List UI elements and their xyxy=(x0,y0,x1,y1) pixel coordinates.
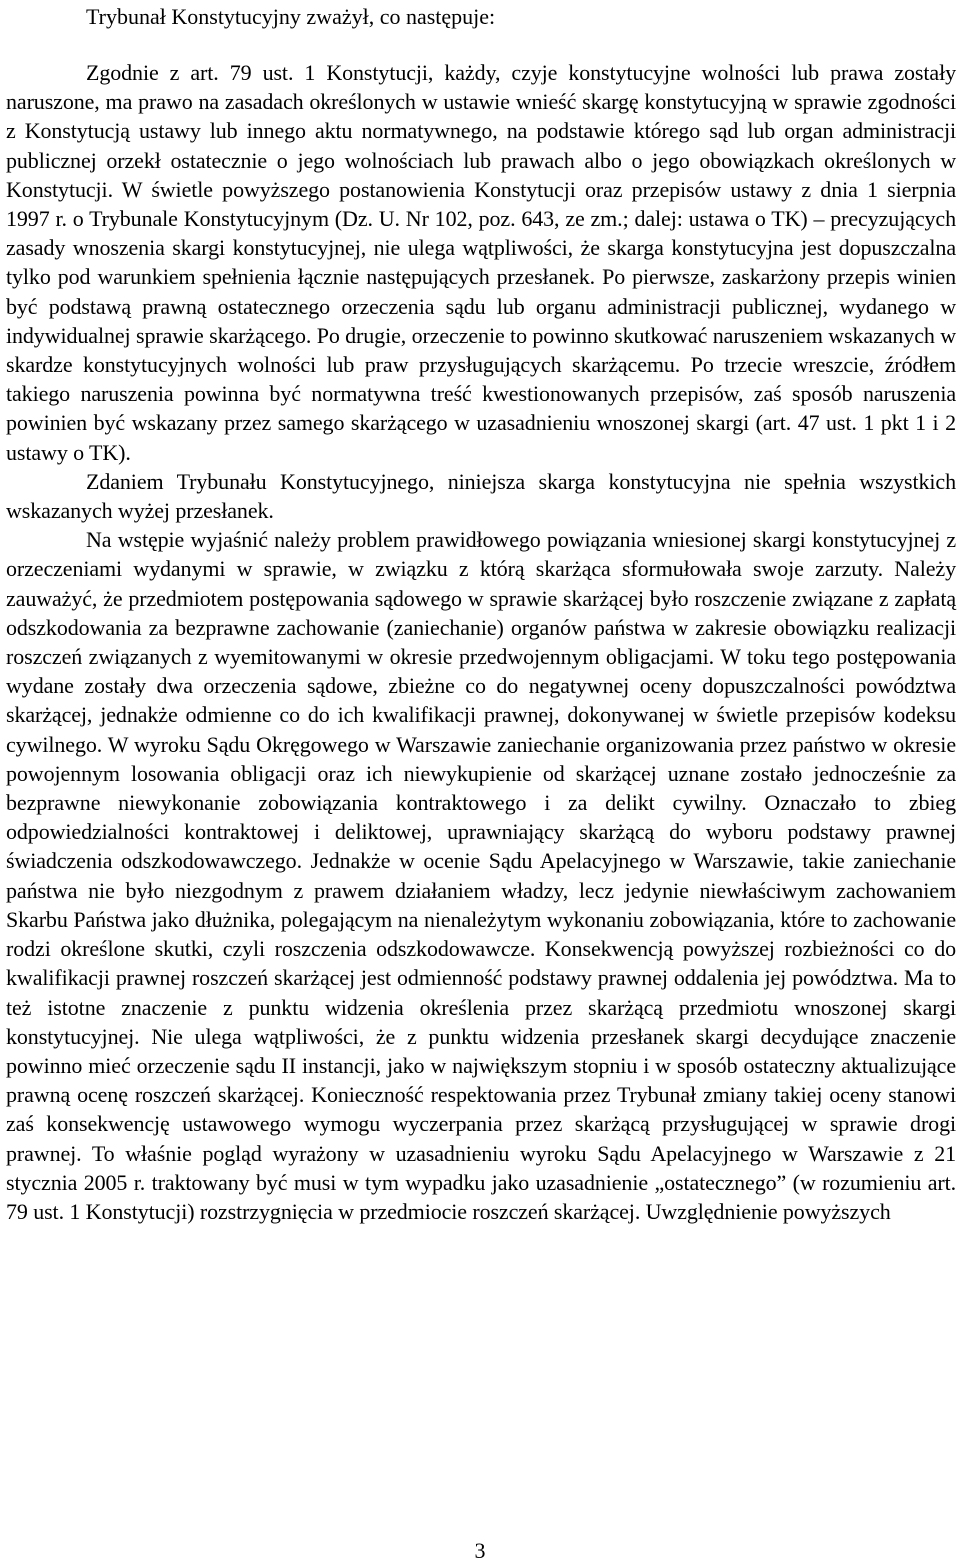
paragraph-3: Na wstępie wyjaśnić należy problem prawidłowego powiązania wniesionej skargi konstytucyjnej z orzeczeniami wydanymi w sprawie, w związku z którą skarżąca sformułowała swoje zarzuty. Należy zauważyć, że przedmiotem postępowania sądowego w sprawie skarżącej było roszczenie związane z zapłatą odszkodowania za bezprawne zachowanie (zaniechanie) organów państwa w zakresie obowiązku realizacji roszczeń związanych z wyemitowanymi w okresie przedwojennym obligacjami. W toku tego postępowania wydane zostały dwa orzeczenia sądowe, zbieżne co do negatywnej oceny dopuszczalności powództwa skarżącej, jednakże odmienne co do ich kwalifikacji prawnej, dokonywanej w świetle przepisów kodeksu cywilnego. W wyroku Sądu Okręgowego w Warszawie zaniechanie organizowania przez państwo w okresie powojennym losowania obligacji oraz ich niewykupienie od skarżącej uznane zostało jednocześnie za bezprawne niewykonanie zobowiązania kontraktowego i za delikt cywilny. Oznaczało to zbieg odpowiedzialności kontraktowej i deliktowej, uprawniający skarżącą do wyboru podstawy prawnej świadczenia odszkodowawczego. Jednakże w ocenie Sądu Apelacyjnego w Warszawie, takie zaniechanie państwa nie było niezgodnym z prawem działaniem władzy, lecz jedynie niewłaściwym zachowaniem Skarbu Państwa jako dłużnika, polegającym na nienależytym wykonaniu zobowiązania, które to zachowanie rodzi określone skutki, czyli roszczenia odszkodowawcze. Konsekwencją powyższej rozbieżności co do kwalifikacji prawnej roszczeń skarżącej jest odmienność podstawy prawnej oddalenia jej powództwa. Ma to też istotne znaczenie z punktu widzenia określenia przez skarżącą przedmiotu wnoszonej skargi konstytucyjnej. Nie ulega wątpliwości, że z punktu widzenia przesłanek skargi decydujące znaczenie powinno mieć orzeczenie sądu II instancji, jako w największym stopniu i w sposób ostateczny aktualizujące prawną ocenę roszczeń skarżącej. Konieczność respektowania przez Trybunał zmiany takiej oceny stanowi zaś konsekwencję ustawowego wymogu wyczerpania przez skarżącą przysługującej w sprawie drogi prawnej. To właśnie pogląd wyrażony w uzasadnieniu wyroku Sądu Apelacyjnego w Warszawie z 21 stycznia 2005 r. traktowany być musi w tym wypadku jako uzasadnienie „ostatecznego” (w rozumieniu art. 79 ust. 1 Konstytucji) rozstrzygnięcia w przedmiocie roszczeń skarżącej. Uwzględnienie powyższych xyxy=(6,527,956,1224)
document-body xyxy=(6,58,956,1226)
section-heading: Trybunał Konstytucyjny zważył, co następuje: xyxy=(86,4,496,29)
page-number: 3 xyxy=(474,1538,486,1563)
paragraph-2: Zdaniem Trybunału Konstytucyjnego, niniejsza skarga konstytucyjna nie spełnia wszystkich wskazanych wyżej przesłanek. xyxy=(6,468,956,524)
paragraph-1: Zgodnie z art. 79 ust. 1 Konstytucji, każdy, czyje konstytucyjne wolności lub prawa zostały naruszone, ma prawo na zasadach określonych w ustawie wnieść skargę konstytucyjną w sprawie zgodności z Konstytucją ustawy lub innego aktu normatywnego, na podstawie którego sąd lub organ administracji publicznej orzekł ostatecznie o jego wolnościach lub prawach albo o jego obowiązkach określonych w Konstytucji. W świetle powyższego postanowienia Konstytucji oraz przepisów ustawy z dnia 1 sierpnia 1997 r. o Trybunale Konstytucyjnym (Dz. U. Nr 102, poz. 643, ze zm.; dalej: ustawa o TK) – precyzujących zasady wnoszenia skargi konstytucyjnej, nie ulega wątpliwości, że skarga konstytucyjna jest dopuszczalna tylko pod warunkiem spełnienia łącznie następujących przesłanek. Po pierwsze, zaskarżony przepis winien być podstawą prawną ostatecznego orzeczenia sądu lub organu administracji publicznej, wydanego w indywidualnej sprawie skarżącego. Po drugie, orzeczenie to powinno skutkować naruszeniem wskazanych w skardze konstytucyjnych wolności lub praw przysługujących skarżącemu. Po trzecie wreszcie, źródłem takiego naruszenia powinna być normatywna treść kwestionowanych przepisów, zaś sposób naruszenia powinien być wskazany przez samego skarżącego w uzasadnieniu wnoszonej skargi (art. 47 ust. 1 pkt 1 i 2 ustawy o TK). xyxy=(6,60,956,465)
